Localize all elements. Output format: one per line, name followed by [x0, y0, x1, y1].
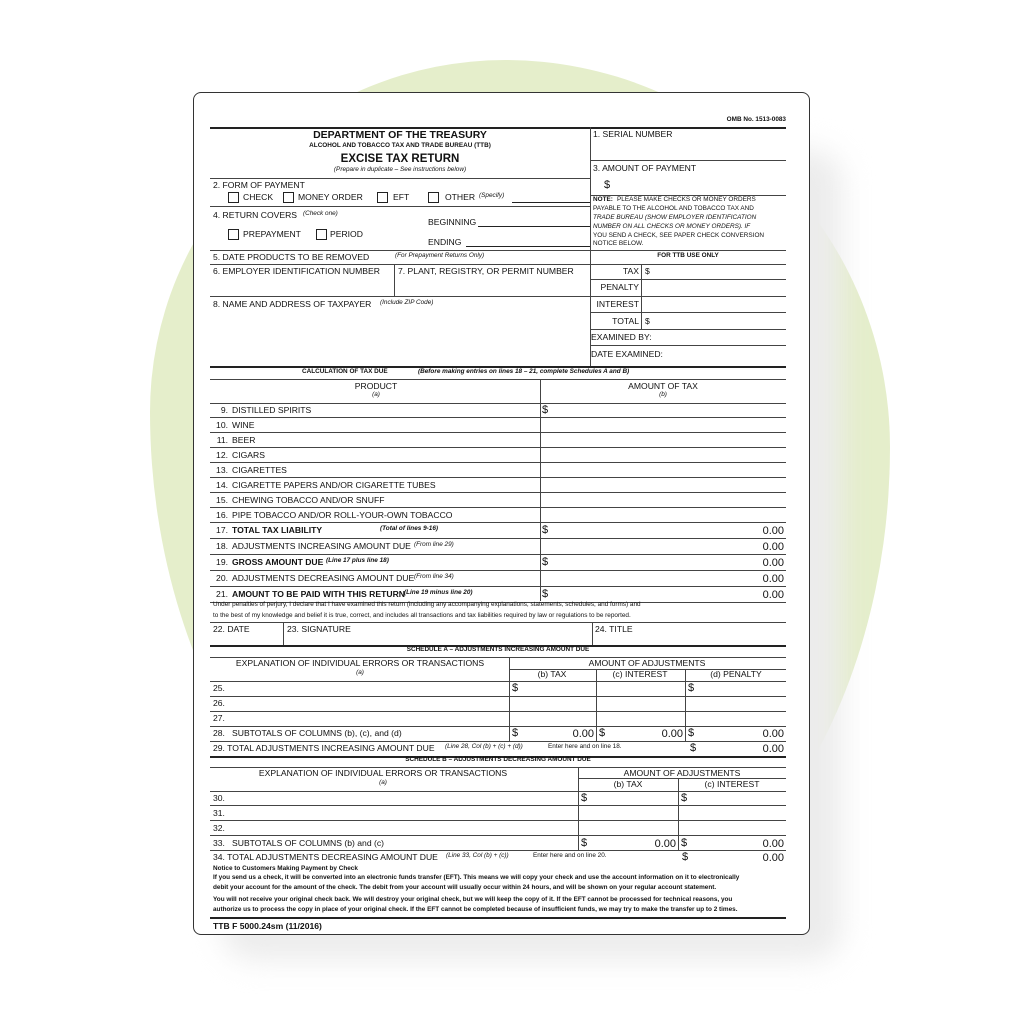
form-title: EXCISE TAX RETURN	[340, 153, 460, 165]
schedule-b-explanation-header: EXPLANATION OF INDIVIDUAL ERRORS OR TRANSACTIONS	[258, 768, 508, 778]
employer-id-label: 6. EMPLOYER IDENTIFICATION NUMBER	[213, 266, 380, 276]
schedule-b-interest-field[interactable]: $	[681, 837, 688, 849]
note-text: NUMBER ON ALL CHECKS OR MONEY ORDERS). IF	[593, 223, 751, 230]
amount-of-tax-header: AMOUNT OF TAX	[628, 381, 698, 391]
tax-row-amount-value[interactable]: 0.00	[762, 557, 784, 569]
bureau-name: ALCOHOL AND TOBACCO TAX AND TRADE BUREAU (TTB)	[309, 142, 491, 149]
schedule-a-row-number: 25.	[213, 683, 225, 693]
tax-row-amount-field[interactable]: $	[542, 524, 549, 536]
schedule-a-total-value[interactable]: 0.00	[762, 743, 784, 755]
divider	[210, 711, 786, 712]
schedule-a-amount-header: AMOUNT OF ADJUSTMENTS	[588, 658, 706, 668]
date-products-removed-hint: (For Prepayment Returns Only)	[395, 252, 485, 259]
return-covers-label: 4. RETURN COVERS	[213, 210, 298, 220]
checkbox-money-order[interactable]	[283, 192, 294, 203]
schedule-a-penalty-field[interactable]: $	[688, 682, 695, 694]
divider	[210, 206, 590, 207]
divider	[590, 279, 786, 280]
tax-row-label: ADJUSTMENTS DECREASING AMOUNT DUE	[232, 573, 415, 583]
divider	[210, 379, 786, 380]
tax-row-number: 21.	[216, 589, 228, 599]
divider	[596, 669, 597, 741]
tax-row-amount-field[interactable]: $	[542, 404, 549, 416]
divider	[578, 767, 579, 850]
tax-row-hint: (From line 29)	[414, 541, 454, 548]
tax-row-label: CHEWING TOBACCO AND/OR SNUFF	[232, 495, 385, 505]
tax-row-number: 9.	[220, 405, 228, 415]
payment-option-money-order: MONEY ORDER	[298, 192, 363, 202]
tax-row-hint: (Line 19 minus line 20)	[404, 589, 473, 596]
col-b-tax-header: (b) TAX	[537, 669, 567, 679]
department-title: DEPARTMENT OF THE TREASURY	[313, 129, 487, 141]
checkbox-eft[interactable]	[377, 192, 388, 203]
tax-row-label: PIPE TOBACCO AND/OR ROLL-YOUR-OWN TOBACCO	[232, 510, 453, 520]
divider	[210, 296, 786, 297]
specify-hint: (Specify)	[479, 192, 505, 199]
schedule-b-tax-field[interactable]: $	[581, 792, 588, 804]
schedule-b-tax-value[interactable]: 0.00	[654, 838, 676, 850]
ttb-interest-label: INTEREST	[596, 299, 639, 309]
prepayment-option: PREPAYMENT	[243, 229, 301, 239]
col-c-interest-header: (c) INTEREST	[704, 779, 760, 789]
note-text: NOTICE BELOW.	[593, 240, 644, 247]
tax-row-number: 10.	[216, 420, 228, 430]
tax-row-label: ADJUSTMENTS INCREASING AMOUNT DUE	[232, 541, 411, 551]
tax-row-label: CIGARETTE PAPERS AND/OR CIGARETTE TUBES	[232, 480, 436, 490]
examined-by-label: EXAMINED BY:	[591, 332, 652, 342]
tax-row-hint: (Line 17 plus line 18)	[326, 557, 389, 564]
note-text: TRADE BUREAU (SHOW EMPLOYER IDENTIFICATION	[593, 214, 757, 221]
notice-text: debit your account for the amount of the check. The debit from your account will usually occur within 24 hours, and will be shown on your regular account statement.	[213, 884, 717, 891]
tax-row-label: WINE	[232, 420, 255, 430]
product-sub: (a)	[372, 391, 380, 398]
schedule-a-total-field[interactable]: $	[690, 742, 697, 754]
other-specify-field[interactable]	[512, 202, 590, 203]
beginning-label: BEGINNING	[428, 217, 477, 227]
schedule-a-interest-field[interactable]: $	[599, 727, 606, 739]
ending-date-field[interactable]	[466, 246, 590, 247]
divider	[590, 312, 786, 313]
schedule-a-tax-field[interactable]: $	[512, 682, 519, 694]
ttb-tax-field[interactable]: $	[645, 266, 650, 276]
date-field-label: 22. DATE	[213, 624, 250, 634]
form-subtitle: (Prepare in duplicate – See instructions below)	[333, 166, 467, 173]
schedule-a-tax-field[interactable]: $	[512, 727, 519, 739]
divider	[210, 917, 786, 919]
col-c-interest-header: (c) INTEREST	[612, 669, 668, 679]
note-text: YOU SEND A CHECK, SEE PAPER CHECK CONVERSION	[593, 232, 765, 239]
notice-title: Notice to Customers Making Payment by Check	[213, 865, 358, 872]
divider	[210, 538, 786, 539]
tax-row-hint: (Total of lines 9-16)	[380, 525, 438, 532]
tax-row-label: CIGARETTES	[232, 465, 287, 475]
divider	[590, 329, 786, 330]
form-of-payment-label: 2. FORM OF PAYMENT	[213, 180, 305, 190]
perjury-statement: to the best of my knowledge and belief it is true, correct, and includes all transactions and tax liabilities required by law or regulations to be reported.	[213, 612, 631, 619]
tax-row-number: 14.	[216, 480, 228, 490]
checkbox-prepayment[interactable]	[228, 229, 239, 240]
payment-option-check: CHECK	[243, 192, 274, 202]
tax-row-amount-field[interactable]: $	[542, 588, 549, 600]
tax-row-number: 11.	[216, 435, 228, 445]
tax-row-number: 16.	[216, 510, 228, 520]
divider	[210, 522, 786, 523]
return-covers-hint: (Check one)	[303, 210, 338, 217]
schedule-b-amount-header: AMOUNT OF ADJUSTMENTS	[623, 768, 741, 778]
perjury-statement: Under penalties of perjury, I declare that I have examined this return (including any accompanying explanations, statements, schedules, and forms) and	[213, 601, 641, 608]
schedule-b-total-instruction: Enter here and on line 20.	[533, 852, 607, 859]
divider	[210, 791, 786, 792]
form-number-footer: TTB F 5000.24sm (11/2016)	[213, 921, 322, 931]
schedule-b-interest-field[interactable]: $	[681, 792, 688, 804]
checkbox-check[interactable]	[228, 192, 239, 203]
tax-row-amount-value[interactable]: 0.00	[762, 541, 784, 553]
schedule-a-row-number: 28.	[213, 728, 225, 738]
ttb-penalty-label: PENALTY	[600, 282, 639, 292]
taxpayer-name-address-label: 8. NAME AND ADDRESS OF TAXPAYER	[213, 299, 372, 309]
divider	[283, 622, 284, 645]
tax-row-hint: (From line 34)	[414, 573, 454, 580]
divider	[210, 447, 786, 448]
tax-row-label: GROSS AMOUNT DUE	[232, 557, 324, 567]
tax-row-number: 15.	[216, 495, 228, 505]
tax-row-label: DISTILLED SPIRITS	[232, 405, 312, 415]
schedule-a-row-label: SUBTOTALS OF COLUMNS (b), (c), and (d)	[232, 728, 402, 738]
schedule-b-row-number: 33.	[213, 838, 225, 848]
calculation-hint: (Before making entries on lines 18 – 21, complete Schedules A and B)	[418, 368, 630, 375]
title-field-label: 24. TITLE	[595, 624, 633, 634]
divider	[590, 160, 786, 161]
divider	[210, 835, 786, 836]
tax-row-label: BEER	[232, 435, 256, 445]
tax-row-number: 18.	[216, 541, 228, 551]
ttb-use-only-title: FOR TTB USE ONLY	[657, 252, 719, 259]
tax-row-number: 13.	[216, 465, 228, 475]
schedule-b-total-hint: (Line 33, Col (b) + (c))	[446, 852, 509, 859]
divider	[210, 432, 786, 433]
schedule-a-penalty-field[interactable]: $	[688, 727, 695, 739]
tax-row-label: AMOUNT TO BE PAID WITH THIS RETURN	[232, 589, 405, 599]
divider	[210, 507, 786, 508]
schedule-a-row-number: 27.	[213, 713, 225, 723]
period-option: PERIOD	[330, 229, 363, 239]
ttb-total-label: TOTAL	[612, 316, 639, 326]
payment-option-other: OTHER	[445, 192, 476, 202]
divider	[210, 477, 786, 478]
notice-text: You will not receive your original check back. We will destroy your original check, but we will keep the copy of it. If the EFT cannot be processed for technical reasons, you	[213, 896, 733, 903]
product-header: PRODUCT	[354, 381, 398, 391]
tax-row-label: TOTAL TAX LIABILITY	[232, 525, 323, 535]
schedule-a-row-number: 26.	[213, 698, 225, 708]
divider	[210, 554, 786, 555]
schedule-b-total-value[interactable]: 0.00	[762, 852, 784, 864]
ending-label: ENDING	[428, 237, 462, 247]
omb-number: OMB No. 1513-0083	[726, 116, 786, 123]
divider	[394, 264, 395, 296]
divider	[210, 417, 786, 418]
divider	[210, 586, 786, 587]
divider	[210, 805, 786, 806]
ttb-total-field[interactable]: $	[645, 316, 650, 326]
schedule-a-interest-value[interactable]: 0.00	[661, 728, 683, 740]
schedule-b-row-number: 32.	[213, 823, 225, 833]
col-b-tax-header: (b) TAX	[613, 779, 643, 789]
schedule-a-title: SCHEDULE A – ADJUSTMENTS INCREASING AMOUNT DUE	[406, 646, 590, 653]
date-examined-label: DATE EXAMINED:	[591, 349, 663, 359]
tax-row-amount-field[interactable]: $	[542, 556, 549, 568]
schedule-b-row-number: 31.	[213, 808, 225, 818]
tax-row-amount-value[interactable]: 0.00	[762, 589, 784, 601]
divider	[685, 669, 686, 741]
schedule-b-interest-value[interactable]: 0.00	[762, 838, 784, 850]
schedule-a-total-instruction: Enter here and on line 18.	[548, 743, 622, 750]
schedule-b-title: SCHEDULE B – ADJUSTMENTS DECREASING AMOUNT DUE	[405, 756, 591, 763]
tax-row-amount-value[interactable]: 0.00	[762, 573, 784, 585]
col-d-penalty-header: (d) PENALTY	[710, 669, 762, 679]
amount-of-payment-label: 3. AMOUNT OF PAYMENT	[593, 163, 697, 173]
divider	[592, 622, 593, 645]
schedule-b-total-label: 34. TOTAL ADJUSTMENTS DECREASING AMOUNT DUE	[213, 852, 438, 862]
amount-sub: (b)	[659, 391, 667, 398]
divider	[540, 379, 541, 601]
note-label: NOTE:	[593, 196, 613, 203]
note-text: PAYABLE TO THE ALCOHOL AND TOBACCO TAX AND	[593, 205, 754, 212]
explanation-sub: (a)	[356, 669, 364, 676]
tax-row-label: CIGARS	[232, 450, 265, 460]
note-text: PLEASE MAKE CHECKS OR MONEY ORDERS	[617, 196, 756, 203]
divider	[210, 462, 786, 463]
tax-row-number: 17.	[216, 525, 228, 535]
tax-row-number: 20.	[216, 573, 228, 583]
notice-text: authorize us to process the copy in place of your original check. If the EFT cannot be completed because of insufficient funds, we may try to make the transfer up to 2 times.	[213, 906, 738, 913]
notice-text: If you send us a check, it will be converted into an electronic funds transfer (EFT). This means we will copy your check and use the account information on it to electronically	[213, 874, 740, 881]
schedule-b-row-label: SUBTOTALS OF COLUMNS (b) and (c)	[232, 838, 385, 848]
ttb-tax-label: TAX	[622, 266, 639, 276]
divider	[210, 696, 786, 697]
serial-number-label: 1. SERIAL NUMBER	[593, 129, 673, 139]
schedule-a-tax-value[interactable]: 0.00	[572, 728, 594, 740]
taxpayer-name-address-hint: (Include ZIP Code)	[380, 299, 434, 306]
divider	[210, 681, 786, 682]
divider	[210, 570, 786, 571]
schedule-a-total-label: 29. TOTAL ADJUSTMENTS INCREASING AMOUNT DUE	[213, 743, 435, 753]
signature-field-label: 23. SIGNATURE	[287, 624, 351, 634]
schedule-a-penalty-value[interactable]: 0.00	[762, 728, 784, 740]
schedule-b-total-field[interactable]: $	[682, 851, 689, 863]
divider	[210, 820, 786, 821]
calculation-title: CALCULATION OF TAX DUE	[302, 368, 388, 375]
tax-row-number: 19.	[216, 557, 228, 567]
amount-of-payment-field[interactable]: $	[604, 179, 611, 191]
schedule-b-tax-field[interactable]: $	[581, 837, 588, 849]
divider	[210, 492, 786, 493]
divider	[210, 127, 786, 129]
explanation-sub: (a)	[379, 779, 387, 786]
schedule-a-total-hint: (Line 28, Col (b) + (c) + (d))	[445, 743, 523, 750]
tax-row-amount-value[interactable]: 0.00	[762, 525, 784, 537]
checkbox-other[interactable]	[428, 192, 439, 203]
divider	[678, 778, 679, 850]
tax-row-number: 12.	[216, 450, 228, 460]
beginning-date-field[interactable]	[478, 226, 590, 227]
date-products-removed-label: 5. DATE PRODUCTS TO BE REMOVED	[213, 252, 370, 262]
plant-registry-permit-label: 7. PLANT, REGISTRY, OR PERMIT NUMBER	[398, 266, 574, 276]
schedule-b-row-number: 30.	[213, 793, 225, 803]
divider	[590, 345, 786, 346]
payment-option-eft: EFT	[393, 192, 410, 202]
checkbox-period[interactable]	[316, 229, 327, 240]
schedule-a-explanation-header: EXPLANATION OF INDIVIDUAL ERRORS OR TRANSACTIONS	[235, 658, 485, 668]
